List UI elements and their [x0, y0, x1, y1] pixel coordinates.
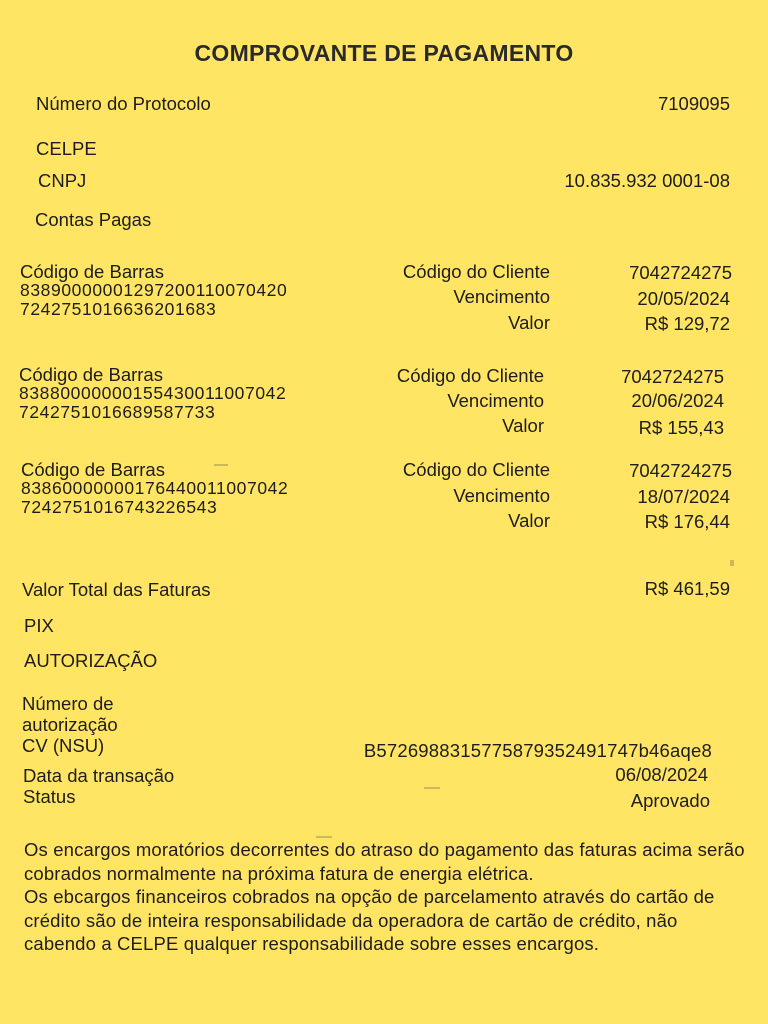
nsu-value: B5726988315775879352491747b46aqe8 [363, 740, 712, 761]
status-label: Status [23, 786, 76, 807]
authorization-number-label-1: Número de [22, 693, 114, 714]
client-code-value: 7042724275 [629, 262, 732, 283]
barcode-label: Código de Barras [20, 261, 164, 282]
barcode-line-2: 7242751016636201683 [20, 299, 217, 319]
barcode-line-2: 7242751016743226543 [21, 497, 218, 517]
scan-speck [316, 836, 332, 838]
amount-value: R$ 155,43 [638, 417, 724, 438]
scan-speck [214, 464, 228, 466]
scan-speck [424, 787, 440, 789]
total-value: R$ 461,59 [644, 578, 730, 599]
total-label: Valor Total das Faturas [22, 579, 211, 600]
protocol-value: 7109095 [657, 93, 730, 114]
disclaimer-text [24, 838, 754, 956]
transaction-date-value: 06/08/2024 [615, 764, 708, 785]
company-name: CELPE [36, 138, 97, 159]
amount-label: Valor [508, 510, 550, 531]
due-date-label: Vencimento [447, 390, 544, 411]
amount-value: R$ 129,72 [644, 313, 730, 334]
barcode-line-1: 83880000000155430011007042 [19, 383, 287, 403]
status-value: Aprovado [630, 790, 710, 811]
amount-label: Valor [508, 312, 550, 333]
client-code-value: 7042724275 [629, 460, 732, 481]
disclaimer-paragraph: Os ebcargos financeiros cobrados na opção de parcelamento através do cartão de crédito são de inteira responsabilidade da operadora de cartão de crédito, não cabendo a CELPE qualquer responsabilidade sobre esses encargos. [24, 886, 715, 954]
scan-speck [730, 560, 734, 566]
page-title: COMPROVANTE DE PAGAMENTO [194, 40, 574, 66]
disclaimer-paragraph: Os encargos moratórios decorrentes do atraso do pagamento das faturas acima serão cobrados normalmente na próxima fatura de energia elétrica. [24, 839, 745, 884]
authorization-heading: AUTORIZAÇÃO [24, 650, 158, 671]
due-date-value: 20/05/2024 [637, 288, 730, 309]
barcode-line-2: 7242751016689587733 [19, 402, 216, 422]
bills-label: Contas Pagas [35, 209, 152, 230]
barcode-label: Código de Barras [21, 459, 165, 480]
due-date-label: Vencimento [453, 485, 550, 506]
amount-label: Valor [502, 415, 544, 436]
barcode-line-1: 83890000001297200110070420 [20, 280, 288, 300]
barcode-line-1: 83860000000176440011007042 [21, 478, 289, 498]
cnpj-value: 10.835.932 0001-08 [564, 170, 730, 191]
payment-method: PIX [24, 615, 54, 636]
client-code-label: Código do Cliente [402, 261, 550, 282]
barcode-label: Código de Barras [19, 364, 163, 385]
due-date-value: 20/06/2024 [631, 390, 724, 411]
nsu-label: CV (NSU) [22, 735, 105, 756]
protocol-label: Número do Protocolo [36, 93, 211, 114]
due-date-label: Vencimento [453, 286, 550, 307]
client-code-value: 7042724275 [621, 366, 724, 387]
amount-value: R$ 176,44 [644, 511, 730, 532]
client-code-label: Código do Cliente [402, 459, 550, 480]
transaction-date-label: Data da transação [23, 765, 175, 786]
authorization-number-label-2: autorização [22, 714, 118, 735]
client-code-label: Código do Cliente [396, 365, 544, 386]
cnpj-label: CNPJ [38, 170, 87, 191]
due-date-value: 18/07/2024 [637, 486, 730, 507]
